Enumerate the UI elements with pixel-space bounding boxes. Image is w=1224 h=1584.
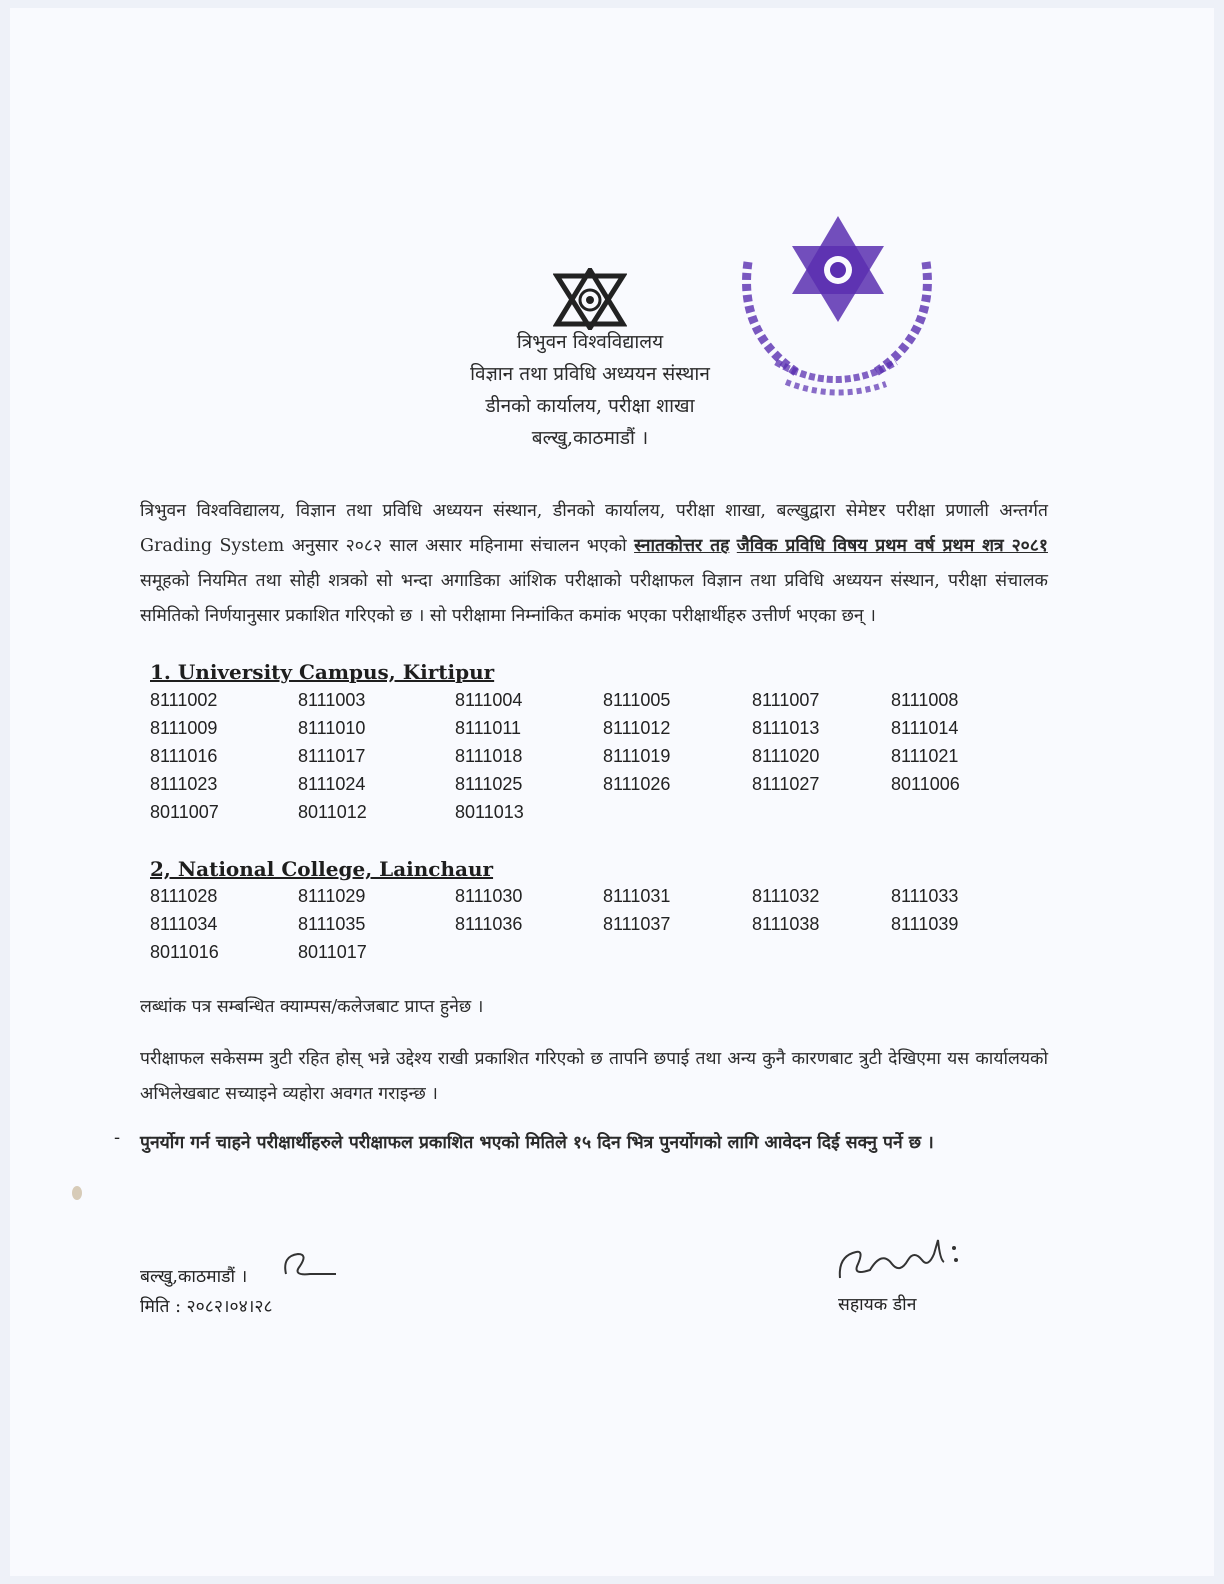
roll-number: 8111002 — [150, 690, 218, 710]
roll-number: 8111037 — [603, 914, 671, 934]
roll-number-row — [150, 718, 1050, 746]
bullet-dash: - — [114, 1127, 121, 1148]
roll-number: 8111018 — [455, 746, 523, 766]
initials-signature — [280, 1246, 340, 1286]
roll-number: 8111016 — [150, 746, 218, 766]
header-institute: विज्ञान तथा प्रविधि अध्ययन संस्थान — [470, 363, 710, 385]
roll-number: 8111035 — [298, 914, 366, 934]
roll-number-grid-2 — [150, 886, 1050, 970]
header-office: डीनको कार्यालय, परीक्षा शाखा — [485, 395, 695, 417]
roll-number: 8011016 — [150, 942, 219, 962]
roll-number: 8111021 — [891, 746, 959, 766]
roll-number: 8111009 — [150, 718, 218, 738]
roll-number: 8111026 — [603, 774, 671, 794]
roll-number-row — [150, 774, 1050, 802]
roll-number: 8111008 — [891, 690, 959, 710]
roll-number: 8111028 — [150, 886, 218, 906]
roll-number: 8111025 — [455, 774, 523, 794]
error-note: परीक्षाफल सकेसम्म त्रुटी रहित होस् भन्ने उद्देश्य राखी प्रकाशित गरिएको छ तापनि छपाई तथा अन्य कुनै कारणबाट त्रुटी देखिएमा यस कार्यालयको अभिलेखबाट सच्याइने व्यहोरा अवगत गराइन्छ । — [140, 1049, 1048, 1104]
roll-number-row — [150, 802, 1050, 830]
roll-number: 8111036 — [455, 914, 523, 934]
campus-title-1: 1. University Campus, Kirtipur — [150, 660, 495, 684]
roll-number-row — [150, 746, 1050, 774]
footer-place-date — [140, 1262, 273, 1322]
roll-number: 8111010 — [298, 718, 366, 738]
assistant-dean-signature — [834, 1230, 964, 1290]
roll-number: 8111038 — [752, 914, 820, 934]
campus-title-2: 2, National College, Lainchaur — [150, 857, 494, 881]
roll-number: 8111023 — [150, 774, 218, 794]
roll-number: 8111013 — [752, 718, 820, 738]
roll-number: 8111012 — [603, 718, 671, 738]
level-label: स्नातकोत्तर तह — [634, 536, 730, 556]
university-emblem-icon — [553, 268, 627, 330]
footer-designation: सहायक डीन — [838, 1295, 917, 1315]
roll-number: 8111030 — [455, 886, 523, 906]
roll-number: 8011017 — [298, 942, 367, 962]
roll-number: 8111024 — [298, 774, 366, 794]
recheck-note: पुनर्योग गर्न चाहने परीक्षार्थीहरुले परीक्षाफल प्रकाशित भएको मितिले १५ दिन भित्र पुनर्योगको लागि आवेदन दिई सक्नु पर्ने छ । — [140, 1133, 934, 1153]
roll-number: 8111020 — [752, 746, 820, 766]
roll-number: 8011012 — [298, 802, 367, 822]
roll-number: 8011007 — [150, 802, 219, 822]
roll-number: 8111007 — [752, 690, 820, 710]
roll-number: 8111031 — [603, 886, 671, 906]
roll-number-grid-1 — [150, 690, 1050, 830]
roll-number-row — [150, 914, 1050, 942]
roll-number: 8111017 — [298, 746, 366, 766]
roll-number-row — [150, 886, 1050, 914]
office-header — [390, 326, 790, 454]
program-label: जैविक प्रविधि विषय प्रथम वर्ष प्रथम शत्र २०८१ — [736, 536, 1048, 556]
marksheet-note: लब्धांक पत्र सम्बन्धित क्याम्पस/कलेजबाट प्राप्त हुनेछ । — [140, 997, 484, 1017]
roll-number: 8011013 — [455, 802, 524, 822]
roll-number: 8111029 — [298, 886, 366, 906]
header-university: त्रिभुवन विश्वविद्यालय — [516, 331, 664, 353]
footer-date: मिति : २०८२।०४।२८ — [140, 1297, 273, 1317]
roll-number-row — [150, 690, 1050, 718]
roll-number: 8111014 — [891, 718, 959, 738]
roll-number: 8111039 — [891, 914, 959, 934]
roll-number-row — [150, 942, 1050, 970]
roll-number: 8111032 — [752, 886, 820, 906]
header-address: बल्खु,काठमाडौं । — [531, 427, 649, 449]
roll-number: 8111011 — [455, 718, 522, 738]
footer-place: बल्खु,काठमाडौं । — [140, 1267, 248, 1287]
paper-mark — [72, 1186, 82, 1200]
roll-number: 8111033 — [891, 886, 959, 906]
roll-number: 8111019 — [603, 746, 671, 766]
roll-number: 8111027 — [752, 774, 820, 794]
roll-number: 8011006 — [891, 774, 960, 794]
intro-paragraph: त्रिभुवन विश्वविद्यालय, विज्ञान तथा प्रविधि अध्ययन संस्थान, डीनको कार्यालय, परीक्षा शाखा, बल्खुद्वारा सेमेष्टर परीक्षा प्रणाली अन्तर्गत Grading System अनुसार २०८२ साल असार महिनामा संचालन भएको स्नातकोत्तर तह जैविक प्रविधि विषय प्रथम वर्ष प्रथम शत्र २०८१ समूहको नियमित तथा सोही शत्रको सो भन्दा अगाडिका आंशिक परीक्षाको परीक्षाफल विज्ञान तथा प्रविधि अध्ययन संस्थान, परीक्षा संचालक समितिको निर्णयानुसार प्रकाशित गरिएको छ । सो परीक्षामा निम्नांकित कमांक भएका परीक्षार्थीहरु उत्तीर्ण भएका छन् । — [140, 501, 1048, 626]
roll-number: 8111005 — [603, 690, 671, 710]
roll-number: 8111003 — [298, 690, 366, 710]
roll-number: 8111034 — [150, 914, 218, 934]
roll-number: 8111004 — [455, 690, 523, 710]
